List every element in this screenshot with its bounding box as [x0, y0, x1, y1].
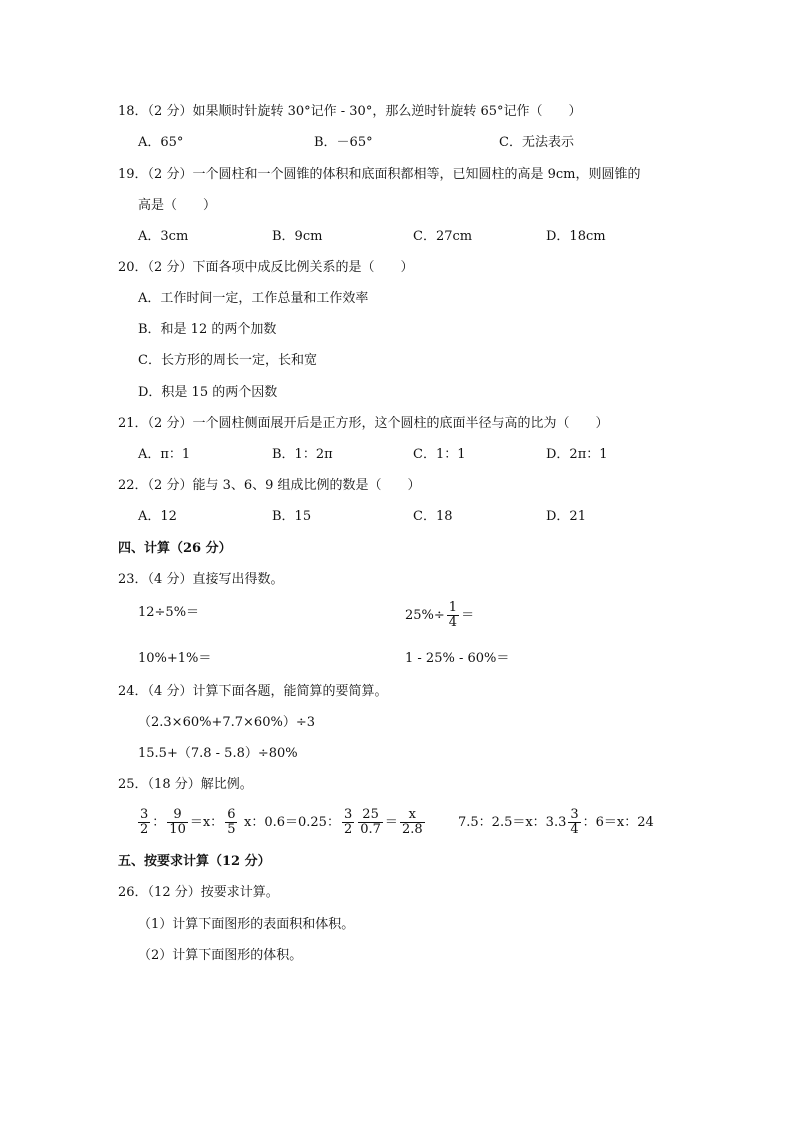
- equation-text: ：6＝x：24: [582, 814, 654, 830]
- fraction-denominator: 2.8: [401, 822, 423, 837]
- q21-option-a: A．π：1: [138, 447, 191, 462]
- fraction: [568, 808, 580, 837]
- fraction-denominator: 0.7: [360, 822, 381, 837]
- fraction-numerator: 25: [358, 808, 383, 823]
- q24-expr-2: 15.5+（7.8 - 5.8）÷80%: [138, 746, 298, 761]
- equals-sign: ＝: [384, 814, 398, 830]
- q24-expr-1: （2.3×60%+7.7×60%）÷3: [138, 715, 315, 730]
- fraction-numerator: 1: [448, 600, 458, 615]
- fraction-denominator: 2: [343, 822, 353, 837]
- q26-stem: 26．（12 分）按要求计算。: [118, 885, 279, 900]
- q19-option-a: A．3cm: [138, 229, 189, 244]
- q20-option-d: D．积是 15 的两个因数: [138, 385, 278, 400]
- equation-text: x：0.6＝0.25：: [244, 814, 340, 830]
- q23-expr-2: [405, 601, 474, 630]
- fraction: [342, 808, 354, 837]
- q23-stem: 23．（4 分）直接写出得数。: [118, 572, 284, 587]
- q23-expr-2-pre: 25%÷: [405, 607, 445, 623]
- q22-option-d: D．21: [546, 509, 586, 524]
- q19-option-d: D．18cm: [546, 229, 606, 244]
- q20-option-a: A．工作时间一定，工作总量和工作效率: [138, 291, 369, 306]
- fraction-denominator: 10: [169, 822, 186, 837]
- equation-text: 7.5：2.5＝x：3.3: [458, 814, 567, 830]
- q21-option-b: B．1：2π: [272, 447, 333, 462]
- q21-stem: 21．（2 分）一个圆柱侧面展开后是正方形，这个圆柱的底面半径与高的比为（ ）: [118, 416, 609, 431]
- q25-stem: 25．（18 分）解比例。: [118, 777, 253, 792]
- section-5-heading: 五、按要求计算（12 分）: [118, 854, 271, 869]
- q19-option-c: C．27cm: [413, 229, 473, 244]
- q26-sub-1: （1）计算下面图形的表面积和体积。: [138, 917, 355, 932]
- q26-sub-2: （2）计算下面图形的体积。: [138, 948, 303, 963]
- fraction-denominator: 2: [140, 822, 149, 837]
- q18-stem: 18．（2 分）如果顺时针旋转 30°记作 - 30°，那么逆时针旋转 65°记作（ ）: [118, 104, 582, 119]
- fraction: [447, 601, 459, 630]
- fraction-numerator: 9: [167, 808, 188, 823]
- q23-expr-1: 12÷5%＝: [138, 605, 200, 620]
- q21-option-d: D．2π：1: [546, 447, 608, 462]
- q24-stem: 24．（4 分）计算下面各题，能简算的要简算。: [118, 684, 388, 699]
- q22-option-c: C．18: [413, 509, 453, 524]
- fraction-numerator: 3: [343, 807, 353, 822]
- fraction-denominator: 4: [570, 822, 579, 837]
- fraction-numerator: 3: [140, 807, 149, 822]
- fraction-denominator: 5: [227, 822, 236, 837]
- q18-option-b: B．－65°: [314, 135, 373, 150]
- q23-expr-4: 1 - 25% - 60%＝: [405, 651, 510, 666]
- section-4-heading: 四、计算（26 分）: [118, 541, 232, 556]
- fraction: [400, 808, 425, 837]
- q20-option-b: B．和是 12 的两个加数: [138, 322, 277, 337]
- q19-stem-line2: 高是（ ）: [138, 198, 217, 213]
- q25-proportion-1: [136, 808, 239, 837]
- q23-expr-3: 10%+1%＝: [138, 651, 212, 666]
- q20-stem: 20．（2 分）下面各项中成反比例关系的是（ ）: [118, 260, 414, 275]
- q19-stem-line1: 19．（2 分）一个圆柱和一个圆锥的体积和底面积都相等，已知圆柱的高是 9cm，则圆锥的: [118, 167, 641, 182]
- q25-proportion-3: [458, 808, 654, 837]
- q18-option-a: A．65°: [138, 135, 184, 150]
- fraction: [138, 808, 150, 837]
- q22-option-b: B．15: [272, 509, 312, 524]
- ratio-sign: ：: [152, 814, 166, 830]
- equation-middle: ＝x：: [189, 814, 224, 830]
- q21-option-c: C．1：1: [413, 447, 466, 462]
- q18-option-c: C．无法表示: [499, 135, 574, 150]
- q25-proportion-2: [244, 808, 427, 837]
- fraction-numerator: 6: [227, 807, 236, 822]
- fraction-numerator: x: [400, 808, 425, 823]
- fraction: [167, 808, 188, 837]
- fraction: [358, 808, 383, 837]
- q22-stem: 22．（2 分）能与 3、6、9 组成比例的数是（ ）: [118, 478, 421, 493]
- q22-option-a: A．12: [138, 509, 177, 524]
- fraction-numerator: 3: [570, 807, 579, 822]
- fraction-denominator: 4: [448, 615, 458, 630]
- q20-option-c: C．长方形的周长一定，长和宽: [138, 353, 317, 368]
- q23-expr-2-post: ＝: [461, 607, 475, 623]
- q19-option-b: B．9cm: [272, 229, 323, 244]
- fraction: [225, 808, 237, 837]
